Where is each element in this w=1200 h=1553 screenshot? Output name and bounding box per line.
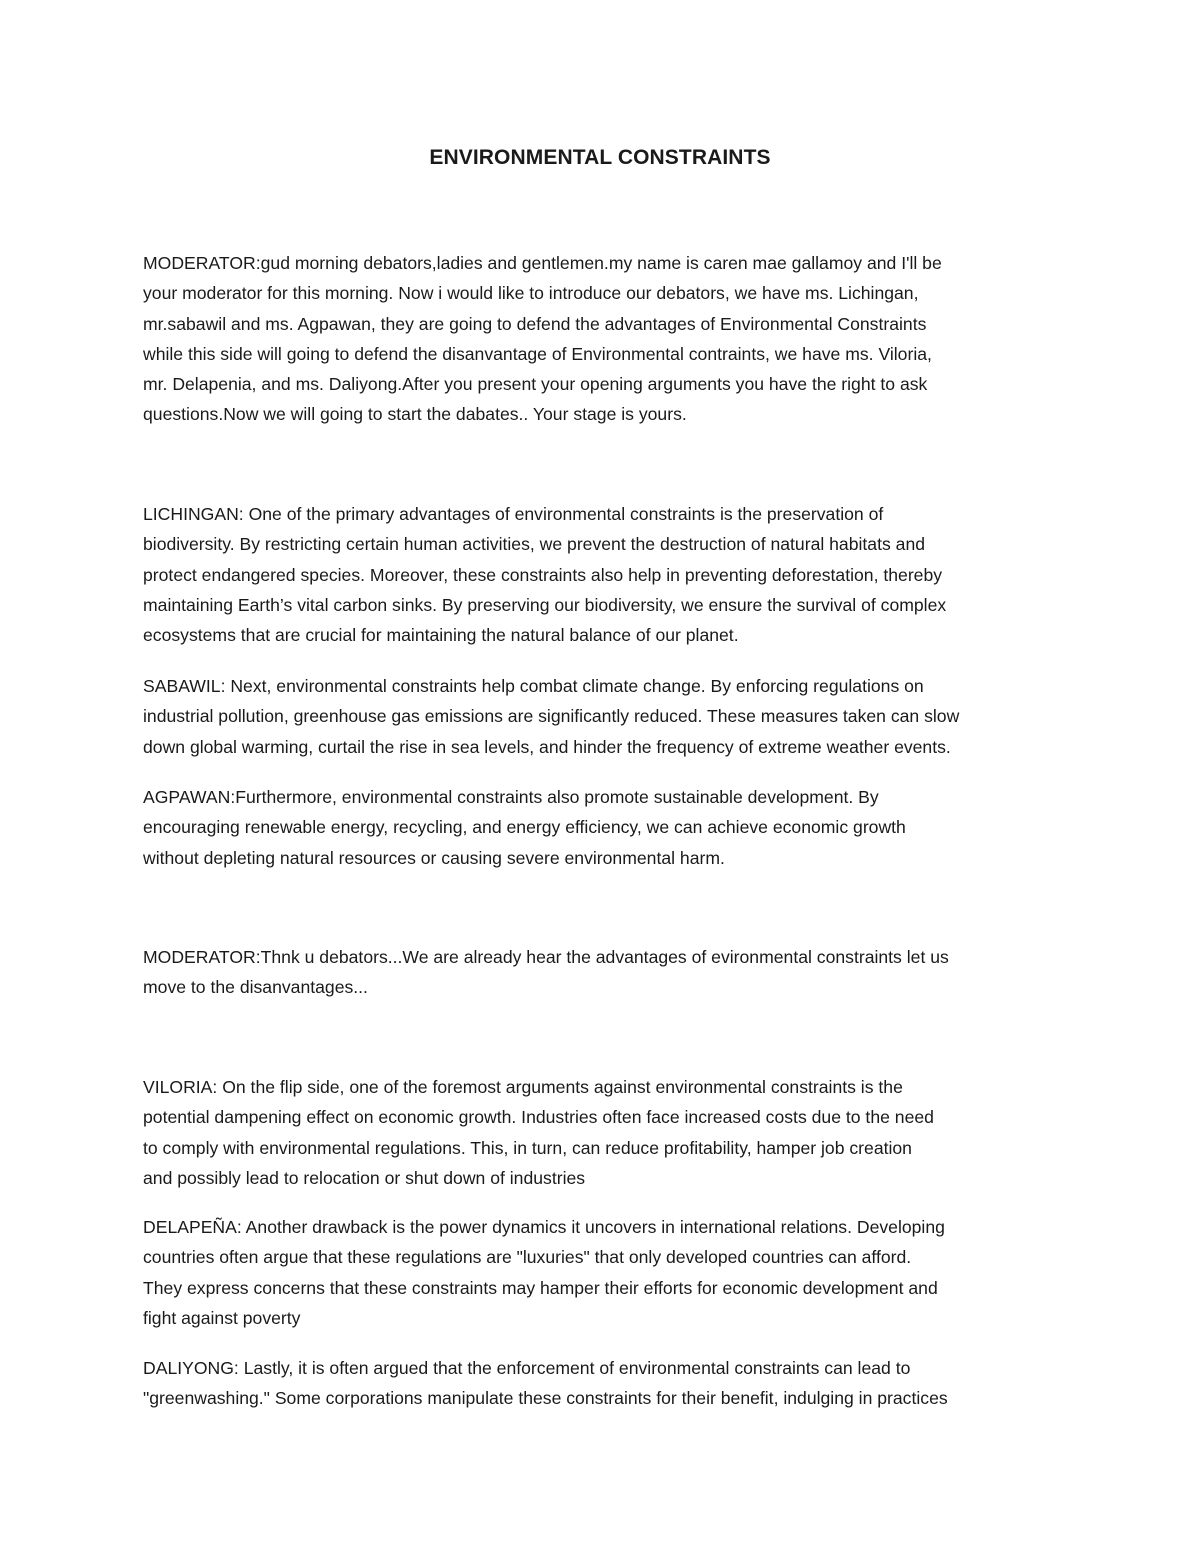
delapena-paragraph <box>143 1212 1063 1333</box>
text-line: and possibly lead to relocation or shut down of industries <box>143 1167 586 1188</box>
text-line: questions.Now we will going to start the dabates.. Your stage is yours. <box>143 404 687 425</box>
document-title: ENVIRONMENTAL CONSTRAINTS <box>429 146 771 169</box>
text-line: MODERATOR:gud morning debators,ladies and gentlemen.my name is caren mae gallamoy and I'll be <box>143 253 942 273</box>
moderator-intro-paragraph <box>143 248 1063 430</box>
text-line: VILORIA: On the flip side, one of the foremost arguments against environmental constraints is the <box>143 1077 903 1097</box>
text-line: encouraging renewable energy, recycling, and energy efficiency, we can achieve economic growth <box>143 817 906 838</box>
text-line: while this side will going to defend the disanvantage of Environmental contraints, we have ms. Viloria, <box>143 343 932 364</box>
text-line: without depleting natural resources or causing severe environmental harm. <box>143 847 725 868</box>
viloria-paragraph <box>143 1072 1063 1193</box>
text-line: AGPAWAN:Furthermore, environmental constraints also promote sustainable development. By <box>143 787 879 807</box>
text-line: DALIYONG: Lastly, it is often argued that the enforcement of environmental constraints can lead to <box>143 1358 911 1378</box>
text-line: fight against poverty <box>143 1307 301 1328</box>
text-line: DELAPEÑA: Another drawback is the power dynamics it uncovers in international relations. Developing <box>143 1217 945 1237</box>
text-line: to comply with environmental regulations. This, in turn, can reduce profitability, hamper job creation <box>143 1137 912 1158</box>
text-line: maintaining Earth’s vital carbon sinks. By preserving our biodiversity, we ensure the survival of complex <box>143 594 947 615</box>
text-line: MODERATOR:Thnk u debators...We are already hear the advantages of evironmental constraints let us <box>143 947 949 967</box>
text-line: LICHINGAN: One of the primary advantages of environmental constraints is the preservation of <box>143 504 884 524</box>
text-line: potential dampening effect on economic growth. Industries often face increased costs due to the need <box>143 1107 934 1128</box>
daliyong-paragraph <box>143 1353 1063 1414</box>
text-line: industrial pollution, greenhouse gas emissions are significantly reduced. These measures taken can slow <box>143 706 960 727</box>
text-line: SABAWIL: Next, environmental constraints help combat climate change. By enforcing regulations on <box>143 676 924 696</box>
moderator-transition-paragraph <box>143 942 1063 1003</box>
text-line: "greenwashing." Some corporations manipulate these constraints for their benefit, indulging in practices <box>143 1388 948 1409</box>
text-line: protect endangered species. Moreover, these constraints also help in preventing deforestation, thereby <box>143 564 943 585</box>
sabawil-paragraph <box>143 671 1063 762</box>
text-line: biodiversity. By restricting certain human activities, we prevent the destruction of natural habitats and <box>143 534 926 555</box>
text-line: mr.sabawil and ms. Agpawan, they are going to defend the advantages of Environmental Constraints <box>143 313 927 334</box>
text-line: They express concerns that these constraints may hamper their efforts for economic development and <box>143 1277 938 1298</box>
lichingan-paragraph <box>143 499 1063 650</box>
text-line: mr. Delapenia, and ms. Daliyong.After you present your opening arguments you have the right to ask <box>143 374 928 395</box>
text-line: down global warming, curtail the rise in sea levels, and hinder the frequency of extreme weather events. <box>143 736 951 757</box>
text-line: countries often argue that these regulations are "luxuries" that only developed countries can afford. <box>143 1247 912 1268</box>
text-line: your moderator for this morning. Now i would like to introduce our debators, we have ms. Lichingan, <box>143 283 919 304</box>
text-line: move to the disanvantages... <box>143 977 368 998</box>
agpawan-paragraph <box>143 782 1063 873</box>
text-line: ecosystems that are crucial for maintaining the natural balance of our planet. <box>143 625 739 646</box>
